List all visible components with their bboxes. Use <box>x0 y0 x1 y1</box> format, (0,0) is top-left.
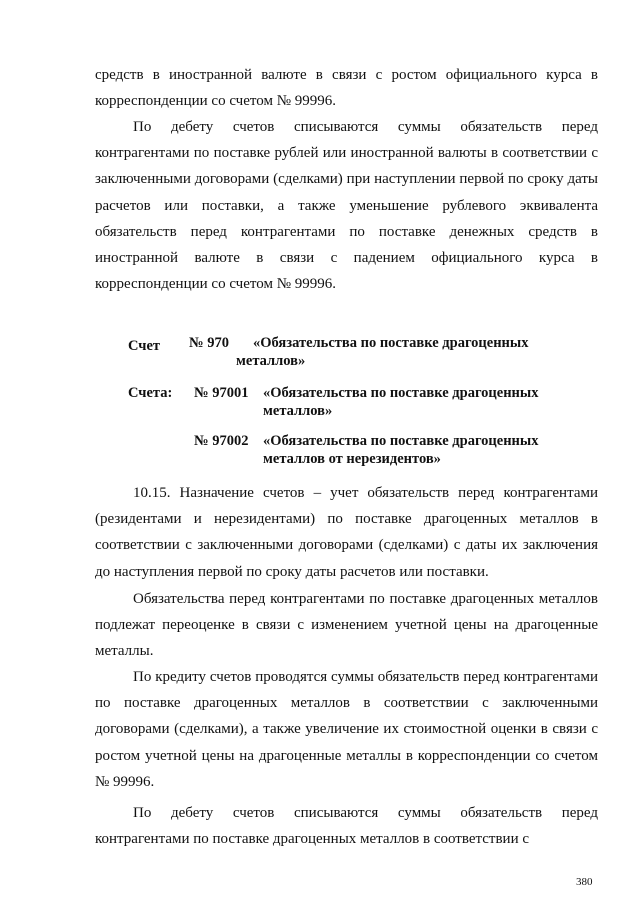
account-97001-title-line1: «Обязательства по поставке драгоценных <box>263 385 539 401</box>
paragraph-2: По дебету счетов списываются суммы обязательств перед контрагентами по поставке рублей или иностранной валюты в соответствии с заключенными договорами (сделками) при наступлении первой по сроку даты расчетов или поставки, а также уменьшение рублевого эквивалента обязательств перед контрагентами по поставке денежных средств в иностранной валюте в связи с падением официального курса в корреспонденции со счетом № 99996. <box>95 119 598 293</box>
account-970-title-line1: «Обязательства по поставке драгоценных <box>253 335 529 351</box>
paragraph-4: Обязательства перед контрагентами по поставке драгоценных металлов подлежат переоценке в связи с изменением учетной цены на драгоценные металлы. <box>95 591 598 660</box>
account-97002-title-line2: металлов от нерезидентов» <box>263 451 441 467</box>
paragraph-1: средств в иностранной валюте в связи с ростом официального курса в корреспонденции со счетом № 99996. <box>95 67 598 110</box>
paragraph-6: По дебету счетов списываются суммы обязательств перед контрагентами по поставке драгоценных металлов в соответствии с <box>95 805 598 848</box>
account-97002-number: № 97002 <box>194 433 249 449</box>
account-97001-title-line2: металлов» <box>263 403 333 419</box>
paragraph-5: По кредиту счетов проводятся суммы обязательств перед контрагентами по поставке драгоценных металлов в соответствии с заключенными договорами (сделками), а также увеличение их стоимостной оценки в связи с ростом учетной цены на драгоценные металлы в корреспонденции со счетом № 99996. <box>95 669 598 790</box>
paragraph-3: 10.15. Назначение счетов – учет обязательств перед контрагентами (резидентами и нерезидентами) по поставке драгоценных металлов в соответствии с заключенными договорами (сделками) с даты их заключения до наступления первой по сроку даты расчетов или поставки. <box>95 485 598 580</box>
accounts-label: Счета: <box>128 385 173 401</box>
account-97001-number: № 97001 <box>194 385 249 401</box>
account-97002-title-line1: «Обязательства по поставке драгоценных <box>263 433 539 449</box>
account-label: Счет <box>128 338 161 354</box>
account-970-title-line2: металлов» <box>236 353 306 369</box>
account-970-number: № 970 <box>189 335 229 351</box>
page-number: 380 <box>576 876 593 888</box>
